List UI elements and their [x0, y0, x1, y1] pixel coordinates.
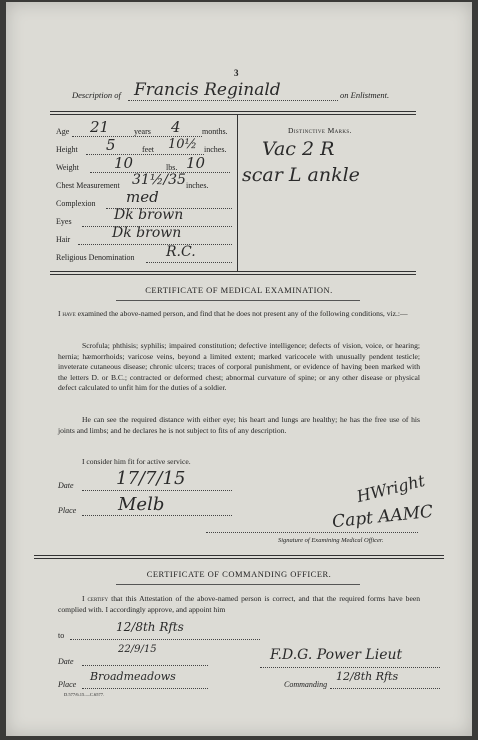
- commanding-place-label: Place: [58, 680, 77, 689]
- hair-value: Dk brown: [112, 225, 182, 241]
- rule: [50, 111, 416, 112]
- medical-place: Melb: [118, 494, 165, 515]
- feet-label: feet: [142, 145, 154, 154]
- rule: [50, 274, 416, 275]
- dotted-line: [146, 262, 232, 263]
- rule: [50, 271, 416, 272]
- medical-para-3: He can see the required distance with either eye; his heart and lungs are healthy; he has the free use of his joints and limbs; and he declares he is not subject to fits of any description.: [58, 415, 420, 435]
- medical-para-1-lead: I have: [58, 309, 76, 318]
- age-years: 21: [90, 118, 110, 136]
- hair-label: Hair: [56, 235, 71, 244]
- chest-value: 31½/35: [132, 172, 186, 188]
- commanding-date-value: 22/9/15: [118, 644, 157, 655]
- inches-label: inches.: [204, 145, 227, 154]
- medical-officer-title: Capt AAMC: [331, 501, 435, 533]
- rule: [116, 300, 360, 301]
- complexion-label: Complexion: [56, 199, 96, 208]
- medical-para-1: [58, 309, 420, 320]
- chest-label: Chest Measurement: [56, 181, 120, 190]
- signature-line: [260, 667, 440, 668]
- dotted-line: [70, 639, 260, 640]
- religion-value: R.C.: [166, 244, 196, 260]
- medical-para-1-text: examined the above-named person, and find that he does not present any of the following conditions, viz.:—: [75, 309, 408, 318]
- medical-fit: I consider him fit for active service.: [82, 457, 191, 466]
- dotted-line: [82, 688, 208, 689]
- religion-label: Religious Denomination: [56, 253, 135, 262]
- dotted-line: [78, 244, 232, 245]
- months-label: months.: [202, 127, 228, 136]
- commanding-label: Commanding: [284, 680, 328, 689]
- years-label: years: [134, 127, 151, 136]
- distinctive-marks-label: Distinctive Marks.: [288, 126, 352, 135]
- height-feet: 5: [106, 136, 116, 154]
- dotted-line: [82, 515, 232, 516]
- rule: [34, 558, 444, 559]
- description-prefix: Description of: [72, 90, 121, 100]
- signature-line: [206, 532, 418, 533]
- recruit-name: Francis Reginald: [134, 80, 281, 100]
- description-suffix: on Enlistment.: [340, 90, 390, 100]
- dotted-line: [82, 490, 232, 491]
- distinctive-marks-line1: Vac 2 R: [262, 138, 335, 160]
- appoint-to-value: 12/8th Rfts: [116, 620, 184, 634]
- commanding-unit: 12/8th Rfts: [336, 670, 399, 683]
- complexion-value: med: [126, 188, 159, 206]
- chest-inches-label: inches.: [186, 181, 209, 190]
- eyes-value: Dk brown: [114, 207, 184, 223]
- dotted-line: [330, 688, 440, 689]
- height-label: Height: [56, 145, 78, 154]
- commanding-signature: F.D.G. Power Lieut: [270, 647, 403, 663]
- signature-caption: Signature of Examining Medical Officer.: [278, 537, 384, 544]
- attestation-page: [6, 2, 472, 736]
- medical-date-label: Date: [58, 481, 74, 490]
- weight-lbs: 10: [186, 154, 206, 172]
- medical-conditions: Scrofula; phthisis; syphilis; impaired constitution; defective intelligence; defects of vision, voice, or hearing; hernia; hæmorrhoids; varicose veins, beyond a limited extent; marked varicocele with unusually pendent testicle; inveterate cutaneous disease; chronic ulcers; traces of corporal punishment, or evidence of having been marked with the letters D. or B.C.; contracted or deformed chest; abnormal curvature of spine; or any other disease or physical defect calculated to unfit him for the duties of a soldier.: [58, 341, 420, 393]
- lbs-label: lbs.: [166, 163, 178, 172]
- height-inches: 10½: [168, 137, 198, 152]
- commanding-date-label: Date: [58, 657, 74, 666]
- commanding-certificate-title: CERTIFICATE OF COMMANDING OFFICER.: [146, 569, 332, 579]
- rule: [116, 584, 360, 585]
- column-divider: [237, 115, 238, 271]
- medical-date: 17/7/15: [116, 468, 186, 489]
- distinctive-marks-line2: scar L ankle: [242, 164, 360, 186]
- rule: [34, 555, 444, 556]
- appoint-to-label: to: [58, 631, 65, 640]
- commanding-place-value: Broadmeadows: [90, 670, 176, 683]
- page-number: 3: [234, 68, 239, 78]
- commanding-para-text: that this Attestation of the above-named person is correct, and that the required forms have been complied with. I accordingly approve, and appoint him: [58, 594, 420, 614]
- commanding-para: [58, 594, 420, 615]
- commanding-para-lead: I certify: [82, 594, 109, 603]
- printer-mark: D.577/6.15.—C.6577.: [64, 692, 105, 697]
- age-label: Age: [56, 127, 70, 136]
- medical-certificate-title: CERTIFICATE OF MEDICAL EXAMINATION.: [145, 285, 333, 295]
- medical-officer-signature: HWright: [354, 470, 427, 507]
- name-underline: [128, 100, 338, 101]
- age-months: 4: [171, 118, 181, 136]
- rule: [50, 114, 416, 115]
- weight-st: 10: [114, 154, 134, 172]
- weight-label: Weight: [56, 163, 79, 172]
- medical-place-label: Place: [58, 506, 77, 515]
- dotted-line: [82, 665, 208, 666]
- eyes-label: Eyes: [56, 217, 72, 226]
